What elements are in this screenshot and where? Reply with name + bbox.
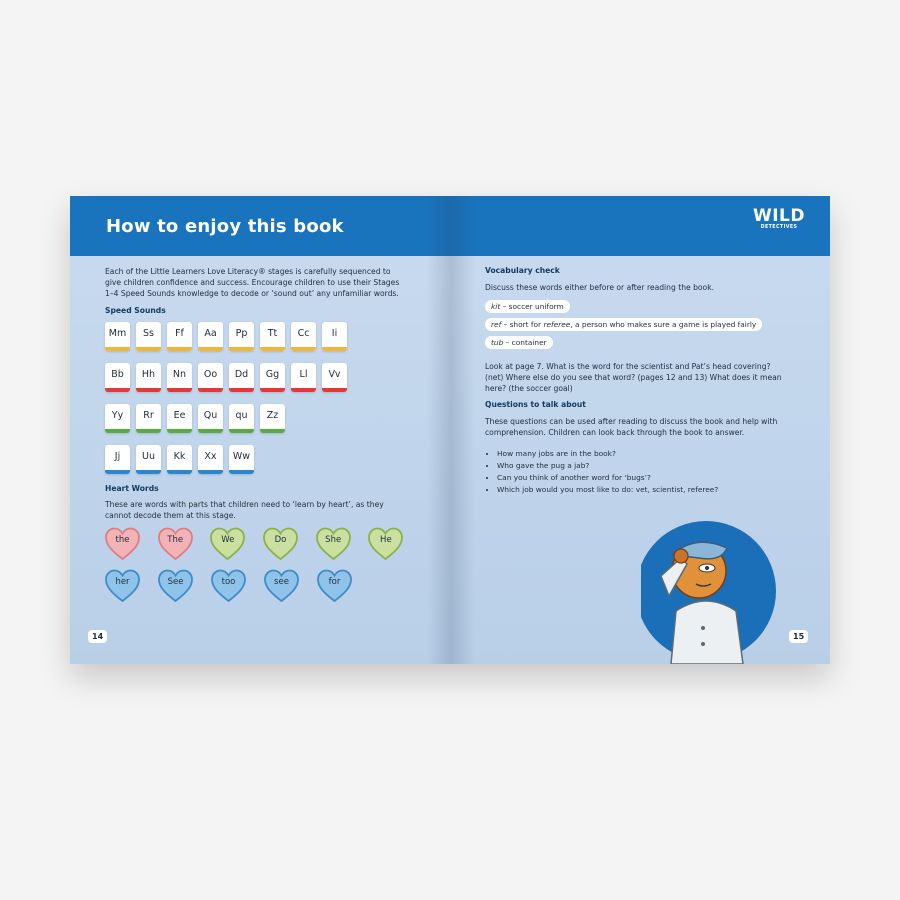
tile-color-bar (167, 347, 192, 351)
vocab-definition: – soccer uniform (500, 302, 564, 311)
tile-color-bar (260, 429, 285, 433)
tile-color-bar (105, 388, 130, 392)
speed-sound-label: Dd (234, 369, 249, 380)
speed-sound-label: qu (235, 410, 248, 421)
heart-word (210, 568, 247, 604)
questions-list (487, 448, 718, 496)
tile-color-bar (167, 429, 192, 433)
speed-sound-label: Tt (267, 328, 278, 339)
vocab-term: kit (491, 302, 501, 311)
heart-word-label: for (328, 577, 341, 587)
heart-words-grid (104, 526, 404, 610)
speed-sound-tile (136, 445, 161, 474)
tile-color-bar (105, 470, 130, 474)
vocab-heading: Vocabulary check (485, 266, 560, 275)
heart-word (104, 568, 141, 604)
tile-color-bar (229, 347, 254, 351)
speed-sound-tile (136, 363, 161, 392)
speed-sound-label: Zz (266, 410, 279, 421)
tile-color-bar (198, 347, 223, 351)
tile-color-bar (229, 470, 254, 474)
logo-wordmark: WILD (752, 206, 806, 226)
speed-sound-tile (105, 363, 130, 392)
speed-sound-label: Ss (143, 328, 154, 339)
heart-word-label: See (167, 577, 184, 587)
tile-color-bar (105, 429, 130, 433)
speed-sound-label: Vv (328, 369, 341, 380)
heart-word (157, 526, 194, 562)
gutter-shadow (427, 196, 451, 664)
page-title: How to enjoy this book (106, 216, 344, 237)
speed-sound-tile (167, 322, 192, 351)
speed-sound-label: Rr (143, 410, 154, 421)
heart-word-label: her (115, 577, 130, 587)
heart-word (209, 526, 246, 562)
speed-sound-tile (167, 445, 192, 474)
vocab-term: ref (491, 320, 502, 329)
speed-sound-label: Nn (172, 369, 187, 380)
speed-sound-tile (198, 445, 223, 474)
speed-sound-label: Jj (114, 451, 121, 462)
look-line: (net) Where else do you see that word? (pages 12 and 13) What does it mean (485, 373, 782, 382)
tile-color-bar (167, 388, 192, 392)
tile-color-bar (136, 347, 161, 351)
look-paragraph (485, 361, 782, 394)
tile-color-bar (322, 388, 347, 392)
speed-sound-label: Xx (204, 451, 217, 462)
vocab-intro: Discuss these words either before or after reading the book. (485, 283, 715, 292)
tile-color-bar (198, 470, 223, 474)
tile-color-bar (229, 429, 254, 433)
speed-sound-label: Kk (173, 451, 186, 462)
speed-sound-label: Ff (175, 328, 184, 339)
speed-sound-tile (105, 322, 130, 351)
tile-color-bar (136, 429, 161, 433)
speed-sounds-heading: Speed Sounds (105, 306, 166, 315)
left-page (70, 196, 451, 664)
speed-sound-tile (260, 404, 285, 433)
speed-sound-label: Bb (111, 369, 124, 380)
vocab-definition: – short for (501, 320, 544, 329)
right-page (451, 196, 830, 664)
tile-color-bar (136, 388, 161, 392)
questions-intro-line: comprehension. Children can look back through the book to answer. (485, 428, 745, 437)
vocab-item-kit (485, 300, 570, 313)
vocab-item-ref (485, 318, 762, 331)
speed-sound-tile (136, 322, 161, 351)
logo-subtitle: DETECTIVES (760, 225, 798, 230)
gutter-shadow (451, 196, 475, 664)
scientist-cat-illustration (641, 496, 791, 664)
vocab-definition-tail: , a person who makes sure a game is played fairly (570, 320, 757, 329)
heart-word (315, 526, 352, 562)
speed-sound-tile (167, 363, 192, 392)
heart-word-label: She (325, 535, 342, 545)
wild-detectives-logo (750, 207, 808, 241)
speed-sound-label: Aa (204, 328, 217, 339)
speed-sound-label: Ii (331, 328, 338, 339)
heart-intro-line: These are words with parts that children need to ‘learn by heart’, as they (105, 500, 384, 509)
tile-color-bar (229, 388, 254, 392)
question-item: • How many jobs are in the book? (497, 448, 718, 460)
vocab-emphasis: referee (543, 320, 571, 329)
intro-line: 1–4 Speed Sounds knowledge to decode or ‘sound out’ any unfamiliar words. (105, 289, 399, 298)
heart-word-label: The (167, 535, 184, 545)
speed-sounds-grid (105, 322, 365, 486)
page-number-left: 14 (88, 630, 107, 643)
speed-sound-tile (260, 363, 285, 392)
page-number-right: 15 (789, 630, 808, 643)
heart-word-label: the (115, 535, 130, 545)
heart-words-row (104, 526, 404, 562)
tile-color-bar (260, 388, 285, 392)
heart-word-label: We (221, 535, 235, 545)
speed-sound-label: Cc (297, 328, 310, 339)
tile-color-bar (260, 347, 285, 351)
speed-sound-tile (198, 322, 223, 351)
question-item: • Can you think of another word for ‘bugs’? (497, 472, 718, 484)
speed-sound-label: Yy (111, 410, 124, 421)
speed-sound-tile (229, 404, 254, 433)
tile-color-bar (291, 388, 316, 392)
vocab-term: tub (491, 338, 504, 347)
speed-sounds-row (105, 363, 365, 393)
speed-sound-label: Hh (141, 369, 156, 380)
heart-word (263, 568, 300, 604)
heart-word (262, 526, 299, 562)
speed-sound-tile (322, 322, 347, 351)
speed-sound-label: Pp (235, 328, 248, 339)
tile-color-bar (105, 347, 130, 351)
speed-sound-label: Ll (299, 369, 308, 380)
speed-sound-tile (198, 363, 223, 392)
heart-word-label: too (221, 577, 236, 587)
speed-sound-label: Oo (203, 369, 218, 380)
speed-sounds-row (105, 322, 365, 352)
heart-word-label: He (380, 535, 392, 545)
tile-color-bar (198, 429, 223, 433)
speed-sound-label: Uu (142, 451, 155, 462)
speed-sound-tile (167, 404, 192, 433)
tile-color-bar (322, 347, 347, 351)
heart-intro-line: cannot decode them at this stage. (105, 511, 236, 520)
speed-sound-tile (105, 445, 130, 474)
tile-color-bar (167, 470, 192, 474)
speed-sound-tile (291, 322, 316, 351)
open-book (70, 196, 830, 664)
speed-sound-tile (229, 363, 254, 392)
heart-word (157, 568, 194, 604)
question-item: • Which job would you most like to do: vet, scientist, referee? (497, 484, 718, 496)
tile-color-bar (198, 388, 223, 392)
speed-sound-tile (105, 404, 130, 433)
heart-word (316, 568, 353, 604)
speed-sound-label: Qu (203, 410, 218, 421)
vocab-definition: – container (503, 338, 547, 347)
look-line: here? (the soccer goal) (485, 384, 573, 393)
intro-line: give children confidence and success. Encourage children to use their Stages (105, 278, 400, 287)
tile-color-bar (136, 470, 161, 474)
intro-line: Each of the Little Learners Love Literacy® stages is carefully sequenced to (105, 267, 391, 276)
heart-words-row (104, 568, 404, 604)
speed-sound-tile (260, 322, 285, 351)
questions-heading: Questions to talk about (485, 400, 586, 409)
speed-sound-label: Mm (108, 328, 127, 339)
question-item: • Who gave the pug a jab? (497, 460, 718, 472)
speed-sound-label: Ee (173, 410, 186, 421)
heart-word-label: see (274, 577, 289, 587)
speed-sound-tile (291, 363, 316, 392)
vocab-item-tub (485, 336, 553, 349)
tile-color-bar (291, 347, 316, 351)
speed-sound-tile (229, 322, 254, 351)
speed-sounds-row (105, 445, 365, 475)
questions-intro-line: These questions can be used after reading to discuss the book and help with (485, 417, 778, 426)
speed-sound-tile (229, 445, 254, 474)
heart-word (367, 526, 404, 562)
heart-word (104, 526, 141, 562)
speed-sounds-row (105, 404, 365, 434)
questions-intro (485, 416, 777, 438)
intro-paragraph (105, 266, 399, 299)
heart-words-intro (105, 499, 384, 521)
speed-sound-label: Gg (265, 369, 280, 380)
speed-sound-tile (322, 363, 347, 392)
heart-words-heading: Heart Words (105, 484, 159, 493)
speed-sound-tile (198, 404, 223, 433)
speed-sound-tile (136, 404, 161, 433)
heart-word-label: Do (274, 535, 287, 545)
look-line: Look at page 7. What is the word for the scientist and Pat’s head covering? (485, 362, 771, 371)
speed-sound-label: Ww (232, 451, 251, 462)
